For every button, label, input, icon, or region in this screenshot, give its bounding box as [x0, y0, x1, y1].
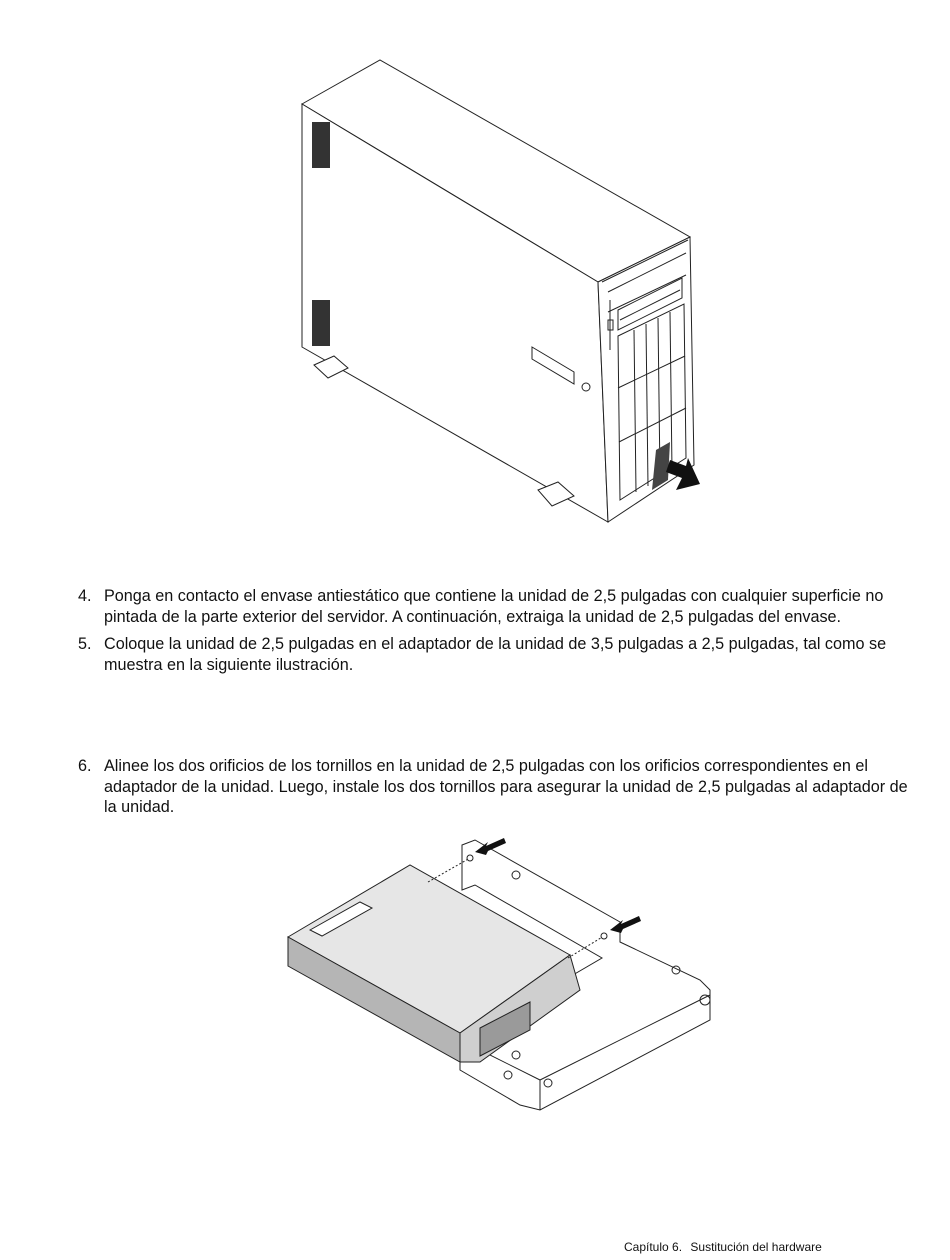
footer-chapter: Capítulo 6.	[624, 1240, 683, 1254]
step-5	[78, 634, 908, 675]
adapter-drawing	[280, 830, 730, 1120]
server-drawing	[290, 50, 720, 530]
page-footer	[624, 1240, 822, 1254]
adapter-illustration	[280, 830, 730, 1120]
step-number: 4.	[78, 587, 92, 605]
step-text: Ponga en contacto el envase antiestático que contiene la unidad de 2,5 pulgadas con cualquier superficie no pintada de la parte exterior del servidor. A continuación, extraiga la unidad de 2,5 pulgadas del envase.	[104, 587, 884, 626]
step-text: Alinee los dos orificios de los tornillos en la unidad de 2,5 pulgadas con los orificios correspondientes en el adaptador de la unidad. Luego, instale los dos tornillos para asegurar la unidad de 2,5 pulgadas al adaptador de la unidad.	[104, 757, 908, 816]
step-6	[78, 756, 908, 818]
steps-list-top	[78, 586, 908, 675]
server-illustration	[290, 50, 720, 530]
step-number: 5.	[78, 635, 92, 653]
steps-list-bottom	[78, 756, 908, 818]
step-text: Coloque la unidad de 2,5 pulgadas en el adaptador de la unidad de 3,5 pulgadas a 2,5 pulgadas, tal como se muestra en la siguiente ilustración.	[104, 635, 887, 674]
step-number: 6.	[78, 757, 92, 775]
step-4	[78, 586, 908, 627]
footer-title: Sustitución del hardware	[690, 1240, 822, 1254]
